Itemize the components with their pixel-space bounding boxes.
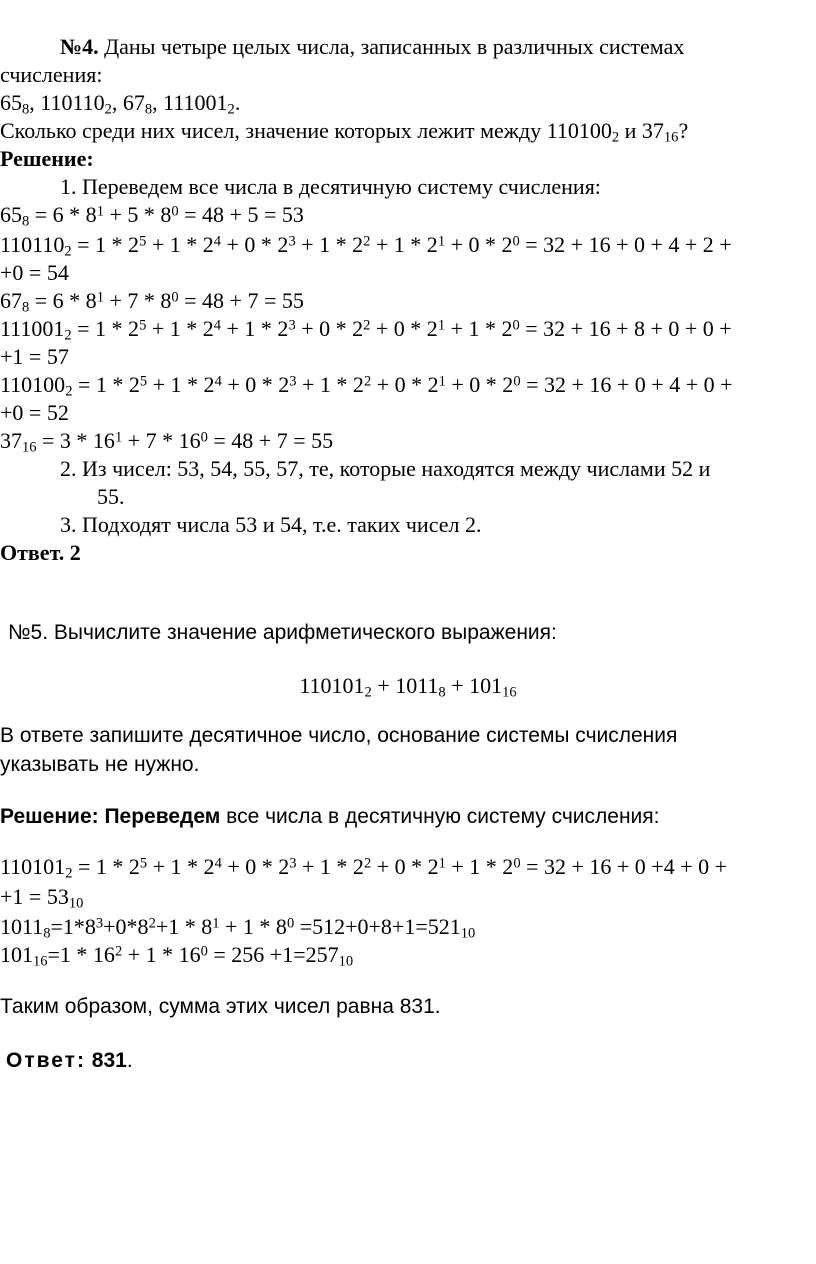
task5-conv-1011: $1011_8=1*8^3+0*8^2+1 * 8^1 + 1 * 8^0 =512+0+8+1=521_{10}$ [0,914,476,942]
task5-conv-110101: $110101_2 = 1 * 2^5 + 1 * 2^4 + 0 * 2^3 + 1 * 2^2 + 0 * 2^1 + 1 * 2^0 = 32 + 16 + 0 +4 + 0$ + [0,854,728,882]
task5-expression-base: 16 [502,684,517,701]
task4-number: №4. [60,34,99,59]
task5-answer-value: 831 [85,1049,127,1072]
task4-conv-110110: $110110_2 = 1 * 2^5 + 1 * 2^4 + 0 * 2^3 + 1 * 2^2 + 1 * 2^1 + 0 * 2^0 = 32 + 16 + 0 + 4 + 2$ + [0,232,732,260]
task4-conv-110110-cont: +0 = 54 [0,260,69,285]
task4-step2: 2. Из чисел: 53, 54, 55, 57, те, которые находятся между числами 52 и [60,456,711,481]
task5-solution-label: Решение: Переведем [0,805,221,828]
task4-number-value: 65 [0,90,22,115]
task5-instruction-cont: указывать не нужно. [0,753,200,776]
task4-conv-37: $37_{16} = 3 * 16^1 + 7 * 16^0 = 48 + 7 = 55$ [0,428,334,456]
task4-conv-111001-cont: +1 = 57 [0,344,69,369]
task5-title: №5. Вычислите значение арифметического выражения: [8,621,557,644]
task5-expression-base: 8 [438,684,446,701]
task4-number-value: 111001 [163,90,228,115]
task5-expression-term: 101 [469,673,503,698]
task5-expression-base: 2 [364,684,372,701]
task5-expression-operator: + [371,673,396,698]
task5-instruction: В ответе запишите десятичное число, основание системы счисления [0,724,678,747]
task4-title [60,36,684,58]
task4-conv-67: $67_8 = 6 * 8^1 + 7 * 8^0 = 48 + 7 = 55$ [0,288,304,316]
task4-step1: 1. Переведем все числа в десятичную систему счисления: [60,174,601,199]
task4-solution-label: Решение: [0,146,94,171]
task4-conv-110100: $110100_2 = 1 * 2^5 + 1 * 2^4 + 0 * 2^3 + 1 * 2^2 + 0 * 2^1 + 0 * 2^0 = 32 + 16 + 0 + 4 + 0$ + [0,372,733,400]
task5-conclusion: Таким образом, сумма этих чисел равна 831. [0,995,441,1018]
task4-number-separator: , [111,90,123,115]
task4-number-separator: , [29,90,41,115]
task5-solution-text: все числа в десятичную систему счисления: [220,805,660,828]
task4-question [0,118,689,146]
task5-answer-label: Ответ: [6,1049,86,1072]
task4-question-end: ? [678,118,689,143]
task4-answer: Ответ. 2 [0,540,81,565]
task4-conv-110100-cont: +0 = 52 [0,400,69,425]
task4-number-base: 2 [104,101,112,118]
task4-conv-111001: $111001_2 = 1 * 2^5 + 1 * 2^4 + 1 * 2^3 + 0 * 2^2 + 0 * 2^1 + 1 * 2^0 = 32 + 16 + 8 + 0 + 0$ + [0,316,732,344]
task4-question-base: 2 [611,129,620,146]
task4-step2-cont: 55. [97,484,125,509]
task4-number-base: 8 [144,101,153,118]
task4-number-base: 2 [227,101,235,118]
task4-number-separator: . [234,90,241,115]
task5-answer-end: . [126,1049,133,1072]
task4-number-separator: , [152,90,164,115]
task4-conv-65: $65_8 = 6 * 8^1 + 5 * 8^0 = 48 + 5 = 53$ [0,202,304,230]
task4-number-base: 8 [22,101,30,118]
task4-title-continued: счисления: [0,62,103,87]
task5-expression-operator: + [445,673,470,698]
task4-question-base2: 16 [663,129,679,146]
task5-solution [0,806,660,827]
task5-expression [0,673,816,701]
task5-expression-term: 1011 [395,673,439,698]
task4-step3: 3. Подходят числа 53 и 54, т.е. таких чисел 2. [60,512,482,537]
task5-answer [6,1050,133,1071]
task4-numbers [0,90,241,118]
task5-expression-term: 110101 [299,673,365,698]
task4-question-mid: и 37 [619,118,664,143]
task4-question-text: Сколько среди них чисел, значение которых лежит между 110100 [0,118,612,143]
task4-number-value: 110110 [40,90,105,115]
task4-title-text: Даны четыре целых числа, записанных в различных системах [98,34,685,59]
task5-conv-101: $101_{16}=1 * 16^2 + 1 * 16^0 = 256 +1=257_{10}$ [0,942,354,970]
task5-conv-110101-cont: $+1 = 53_{10}$ [0,884,84,912]
task4-number-value: 67 [122,90,145,115]
